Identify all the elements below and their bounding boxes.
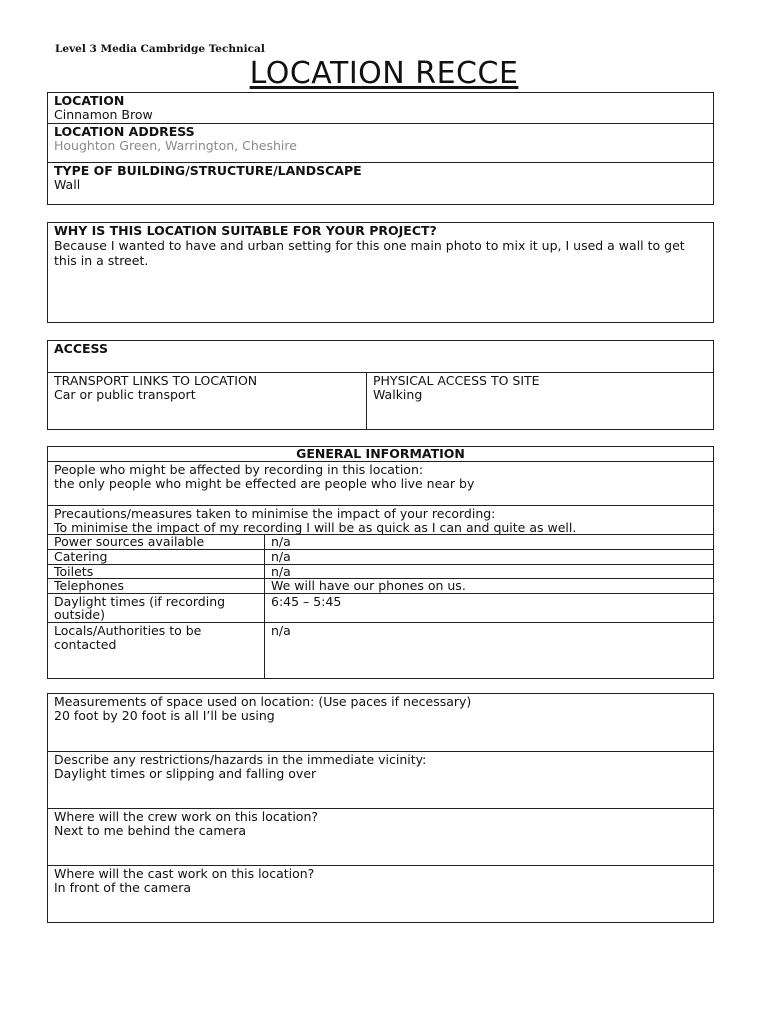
affected-value: the only people who might be effected are people who live near by (54, 476, 475, 491)
location-cell (48, 93, 713, 123)
table-row-value: n/a (264, 534, 713, 549)
suitability-section (47, 222, 714, 323)
general-info-section (47, 446, 714, 679)
physical-access-label: PHYSICAL ACCESS TO SITE (373, 373, 540, 388)
type-label: TYPE OF BUILDING/STRUCTURE/LANDSCAPE (54, 163, 362, 178)
restrictions-value: Daylight times or slipping and falling over (54, 766, 317, 781)
precautions-cell (48, 505, 713, 535)
physical-access-value: Walking (373, 387, 423, 402)
table-row-label: Locals/Authorities to be contacted (48, 622, 264, 678)
crew-value: Next to me behind the camera (54, 823, 246, 838)
measurements-label: Measurements of space used on location: (Use paces if necessary) (54, 694, 472, 709)
transport-value: Car or public transport (54, 387, 196, 402)
physical-access-cell (366, 372, 713, 429)
table-row-label: Toilets (48, 564, 264, 579)
type-value: Wall (54, 177, 81, 192)
crew-cell (48, 808, 713, 865)
transport-label: TRANSPORT LINKS TO LOCATION (54, 373, 258, 388)
table-row-label: Catering (48, 549, 264, 564)
general-info-heading-cell (48, 447, 713, 461)
address-value: Houghton Green, Warrington, Cheshire (54, 138, 297, 153)
location-value: Cinnamon Brow (54, 107, 153, 122)
restrictions-cell (48, 751, 713, 808)
precautions-value: To minimise the impact of my recording I will be as quick as I can and quite as well. (54, 520, 577, 535)
table-row-value: n/a (264, 549, 713, 564)
page-title: LOCATION RECCE (249, 56, 519, 91)
access-section (47, 340, 714, 430)
details-section (47, 693, 714, 923)
cast-cell (48, 865, 713, 922)
header-note: Level 3 Media Cambridge Technical (55, 43, 265, 55)
suitability-label: WHY IS THIS LOCATION SUITABLE FOR YOUR PROJECT? (54, 223, 437, 238)
type-cell (48, 162, 713, 204)
transport-cell (48, 372, 366, 429)
address-cell (48, 123, 713, 162)
affected-label: People who might be affected by recording in this location: (54, 462, 424, 477)
measurements-value: 20 foot by 20 foot is all I’ll be using (54, 708, 275, 723)
affected-cell (48, 461, 713, 505)
table-row-label: Power sources available (48, 534, 264, 549)
measurements-cell (48, 694, 713, 751)
table-row-value: n/a (264, 564, 713, 579)
location-label: LOCATION (54, 93, 125, 108)
location-section (47, 92, 714, 205)
table-row-label: Daylight times (if recording outside) (48, 593, 264, 622)
suitability-value: Because I wanted to have and urban setting for this one main photo to mix it up, I used a wall to get this in a street. (54, 238, 685, 268)
crew-label: Where will the crew work on this location? (54, 809, 319, 824)
cast-value: In front of the camera (54, 880, 191, 895)
access-header-cell (48, 341, 713, 372)
general-info-heading: GENERAL INFORMATION (296, 446, 465, 461)
cast-label: Where will the cast work on this location? (54, 866, 315, 881)
suitability-cell (48, 223, 713, 322)
table-row-value: n/a (264, 622, 713, 678)
table-row-value: 6:45 – 5:45 (264, 593, 713, 622)
precautions-label: Precautions/measures taken to minimise the impact of your recording: (54, 506, 496, 521)
address-label: LOCATION ADDRESS (54, 124, 195, 139)
table-row-value: We will have our phones on us. (264, 578, 713, 593)
access-label: ACCESS (54, 341, 109, 356)
table-row-label: Telephones (48, 578, 264, 593)
restrictions-label: Describe any restrictions/hazards in the immediate vicinity: (54, 752, 427, 767)
